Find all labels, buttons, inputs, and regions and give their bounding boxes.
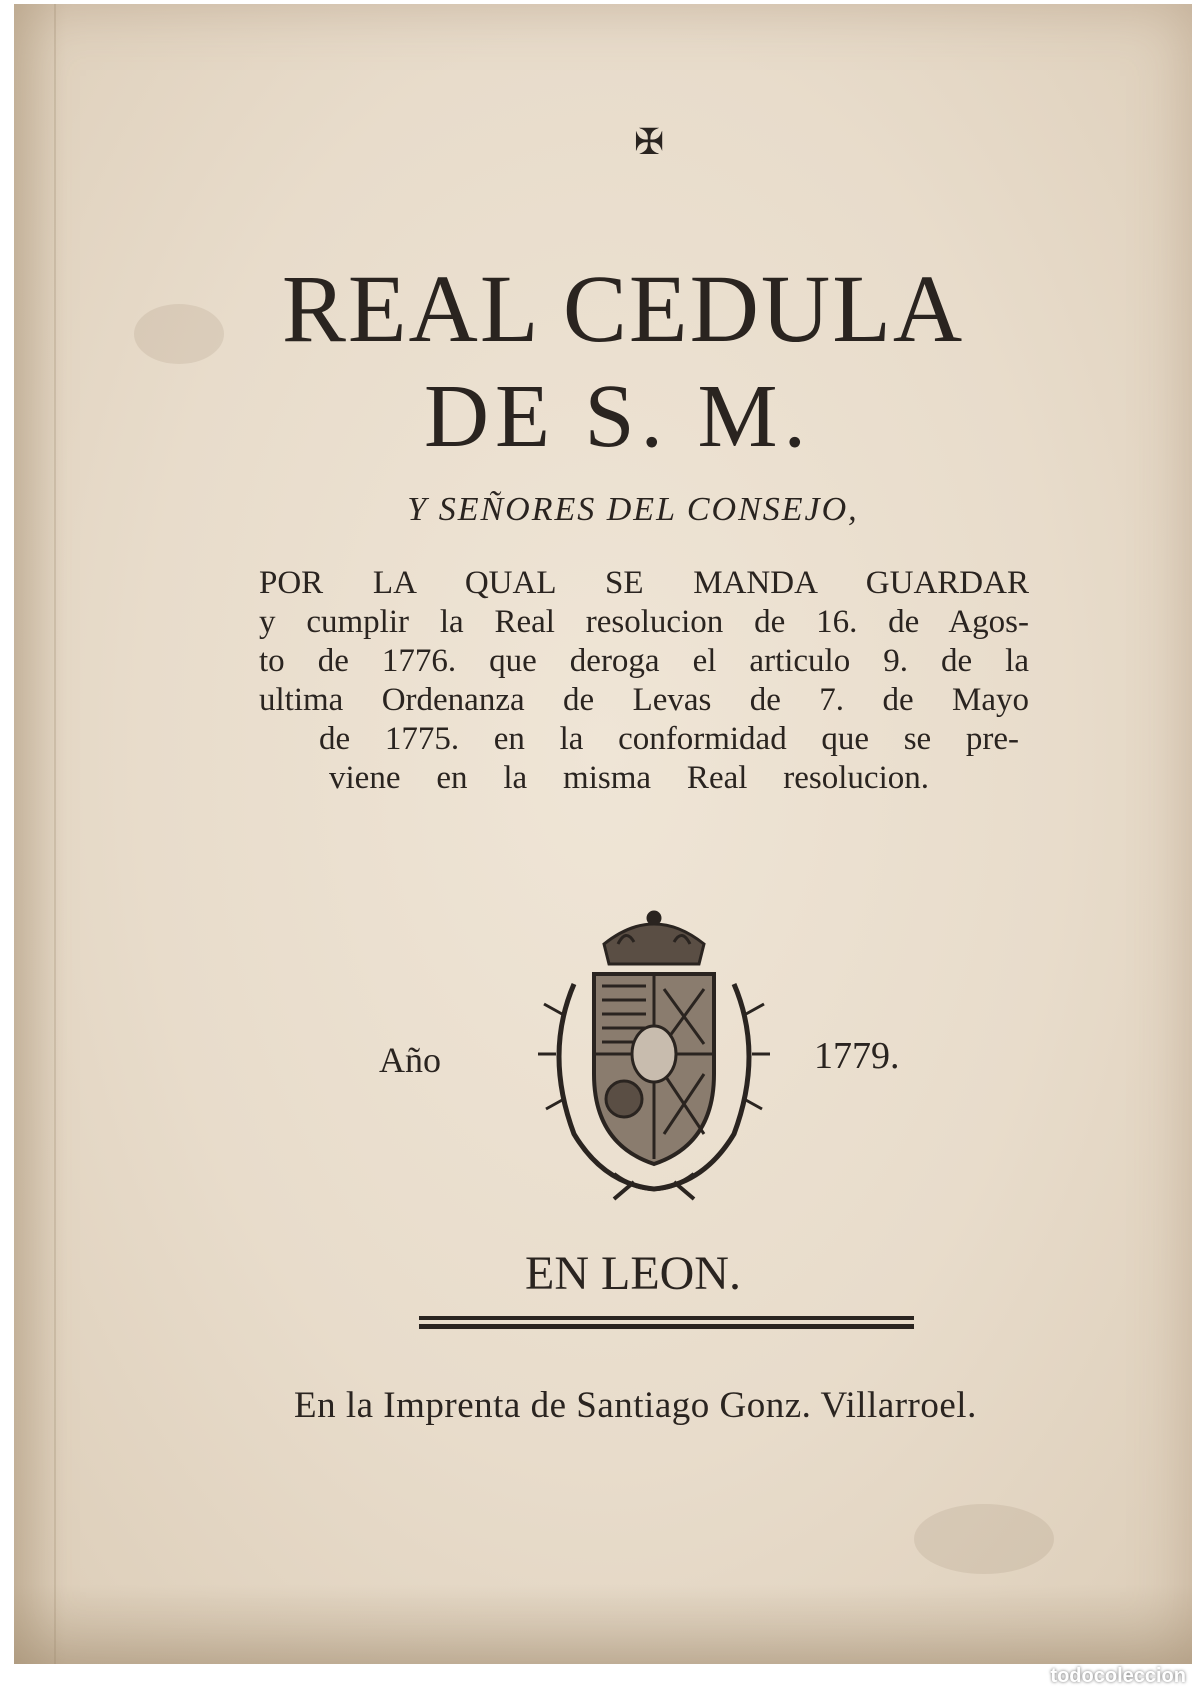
page-fold bbox=[54, 4, 56, 1664]
paper-stain bbox=[914, 1504, 1054, 1574]
rule-top bbox=[419, 1316, 914, 1320]
title-line-2: DE S. M. bbox=[423, 367, 813, 466]
document-page bbox=[14, 4, 1192, 1664]
year-label: Año bbox=[379, 1040, 441, 1080]
double-rule-divider bbox=[419, 1316, 914, 1330]
body-line: de 1775. en la conformidad que se pre- bbox=[319, 721, 1019, 757]
body-line: POR LA QUAL SE MANDA GUARDAR bbox=[259, 565, 1029, 601]
ornament-cross: ✠ bbox=[634, 122, 665, 162]
body-line: ultima Ordenanza de Levas de 7. de Mayo bbox=[259, 682, 1029, 718]
printer-imprint: En la Imprenta de Santiago Gonz. Villarroel. bbox=[294, 1385, 977, 1426]
royal-coat-of-arms-icon bbox=[534, 904, 774, 1204]
watermark: todocoleccion bbox=[1050, 1665, 1186, 1687]
body-line: to de 1776. que deroga el articulo 9. de la bbox=[259, 643, 1029, 679]
page-shadow-left bbox=[14, 4, 66, 1664]
body-line: y cumplir la Real resolucion de 16. de Agos- bbox=[259, 604, 1029, 640]
body-text bbox=[259, 564, 1029, 798]
page-shadow-bottom bbox=[14, 1584, 1192, 1664]
subtitle: Y SEÑORES DEL CONSEJO, bbox=[407, 491, 859, 528]
title-line-1: REAL CEDULA bbox=[281, 255, 965, 362]
year-value: 1779. bbox=[814, 1035, 900, 1077]
place-of-printing: EN LEON. bbox=[525, 1247, 741, 1300]
body-line: viene en la misma Real resolucion. bbox=[329, 760, 929, 796]
rule-bottom bbox=[419, 1324, 914, 1329]
